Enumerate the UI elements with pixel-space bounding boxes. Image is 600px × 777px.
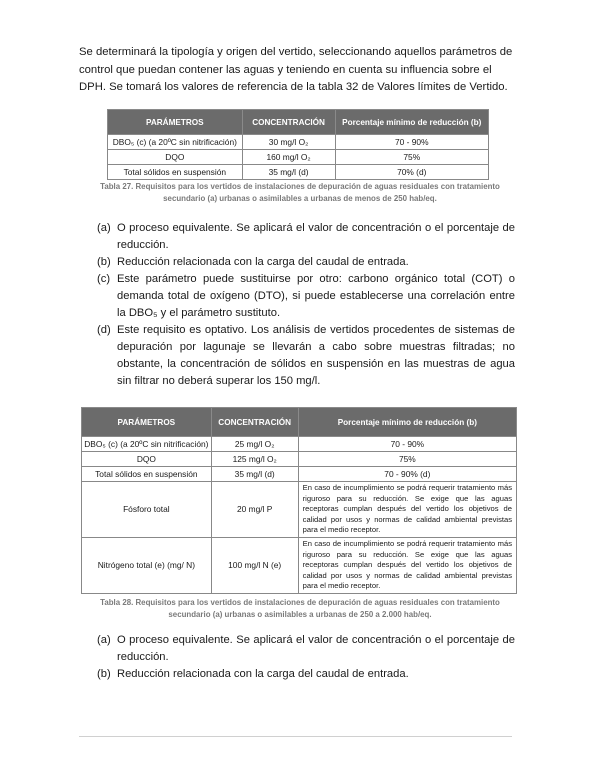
notes-list-1 [97, 220, 515, 390]
note-text: Reducción relacionada con la carga del caudal de entrada. [117, 256, 409, 268]
note-marker: (b) [97, 668, 111, 680]
list-item [97, 322, 515, 390]
table-28 [81, 407, 517, 594]
table-row [82, 452, 517, 467]
note-marker: (b) [97, 256, 111, 268]
table-cell: DQO [108, 150, 243, 165]
list-item [97, 666, 515, 683]
intro-paragraph: Se determinará la tipología y origen del vertido, seleccionando aquellos parámetros de control que puedan contener las aguas y teniendo en cuenta su influencia sobre el DPH. Se tomará los valores de referencia de la tabla 32 de Valores límites de Vertido. [79, 46, 513, 93]
column-header-reduccion: Porcentaje mínimo de reducción (b) [335, 110, 488, 135]
note-marker: (a) [97, 222, 111, 234]
note-text: Reducción relacionada con la carga del caudal de entrada. [117, 668, 409, 680]
table-row [82, 437, 517, 452]
table-cell: En caso de incumplimiento se podrá requerir tratamiento más riguroso para su reducción. Se exige que las aguas receptoras cumplan después del vertido los objetivos de calidad por usos y normas de calidad ambiental previstas para el medio receptor. [298, 482, 516, 538]
table-cell: DBO₅ (c) (a 20ºC sin nitrificación) [108, 135, 243, 150]
column-header-concentracion: CONCENTRACIÓN [242, 110, 335, 135]
table-cell: Fósforo total [82, 482, 212, 538]
table-cell: 70 - 90% [335, 135, 488, 150]
table-row [108, 165, 489, 180]
table-cell: 70% (d) [335, 165, 488, 180]
footer-divider [79, 736, 512, 737]
column-header-concentracion: CONCENTRACIÓN [211, 408, 298, 437]
table-cell: Total sólidos en suspensión [82, 467, 212, 482]
table-27 [107, 109, 489, 180]
table-cell: 75% [298, 452, 516, 467]
table-cell: 125 mg/l O₂ [211, 452, 298, 467]
table-row [82, 482, 517, 538]
table-cell: Total sólidos en suspensión [108, 165, 243, 180]
table-cell: 100 mg/l N (e) [211, 537, 298, 593]
notes-list-2 [97, 632, 515, 683]
table-cell: 35 mg/l (d) [211, 467, 298, 482]
table-cell: 70 - 90% [298, 437, 516, 452]
table-row [108, 135, 489, 150]
list-item [97, 254, 515, 271]
table-cell: 35 mg/l (d) [242, 165, 335, 180]
column-header-parametros: PARÁMETROS [82, 408, 212, 437]
table-27-caption: Tabla 27. Requisitos para los vertidos de instalaciones de depuración de aguas residuales con tratamiento secundario (a) urbanas o asimilables a urbanas de menos de 250 hab/eq. [100, 182, 500, 203]
table-cell: 20 mg/l P [211, 482, 298, 538]
table-cell: 30 mg/l O₂ [242, 135, 335, 150]
list-item [97, 220, 515, 254]
table-cell: DQO [82, 452, 212, 467]
table-row [108, 150, 489, 165]
note-text: O proceso equivalente. Se aplicará el valor de concentración o el porcentaje de reducción. [117, 222, 515, 251]
table-cell: DBO₅ (c) (a 20ºC sin nitrificación) [82, 437, 212, 452]
table-cell: 25 mg/l O₂ [211, 437, 298, 452]
table-row [82, 467, 517, 482]
table-cell: Nitrógeno total (e) (mg/ N) [82, 537, 212, 593]
column-header-reduccion: Porcentaje mínimo de reducción (b) [298, 408, 516, 437]
note-marker: (a) [97, 634, 111, 646]
note-marker: (c) [97, 273, 111, 285]
note-text: Este requisito es optativo. Los análisis de vertidos procedentes de sistemas de depuración por lagunaje se llevarán a cabo sobre muestras filtradas; no obstante, la concentración de sólidos en suspensión en las muestras de agua sin filtrar no deberá superar los 150 mg/l. [117, 324, 515, 387]
table-cell: 70 - 90% (d) [298, 467, 516, 482]
note-marker: (d) [97, 324, 111, 336]
note-text: O proceso equivalente. Se aplicará el valor de concentración o el porcentaje de reducción. [117, 634, 515, 663]
note-text: Este parámetro puede sustituirse por otro: carbono orgánico total (COT) o demanda total de oxígeno (DTO), si puede establecerse una correlación entre la DBO₅ y el parámetro sustituto. [117, 273, 515, 319]
column-header-parametros: PARÁMETROS [108, 110, 243, 135]
table-cell: 75% [335, 150, 488, 165]
list-item [97, 632, 515, 666]
table-cell: 160 mg/l O₂ [242, 150, 335, 165]
table-cell: En caso de incumplimiento se podrá requerir tratamiento más riguroso para su reducción. Se exige que las aguas receptoras cumplan después del vertido los objetivos de calidad por usos y normas de calidad ambiental previstas para el medio receptor. [298, 537, 516, 593]
list-item [97, 271, 515, 322]
table-row [82, 537, 517, 593]
table-28-caption: Tabla 28. Requisitos para los vertidos de instalaciones de depuración de aguas residuales con tratamiento secundario (a) urbanas o asimilables a urbanas de 250 a 2.000 hab/eq. [100, 598, 500, 619]
